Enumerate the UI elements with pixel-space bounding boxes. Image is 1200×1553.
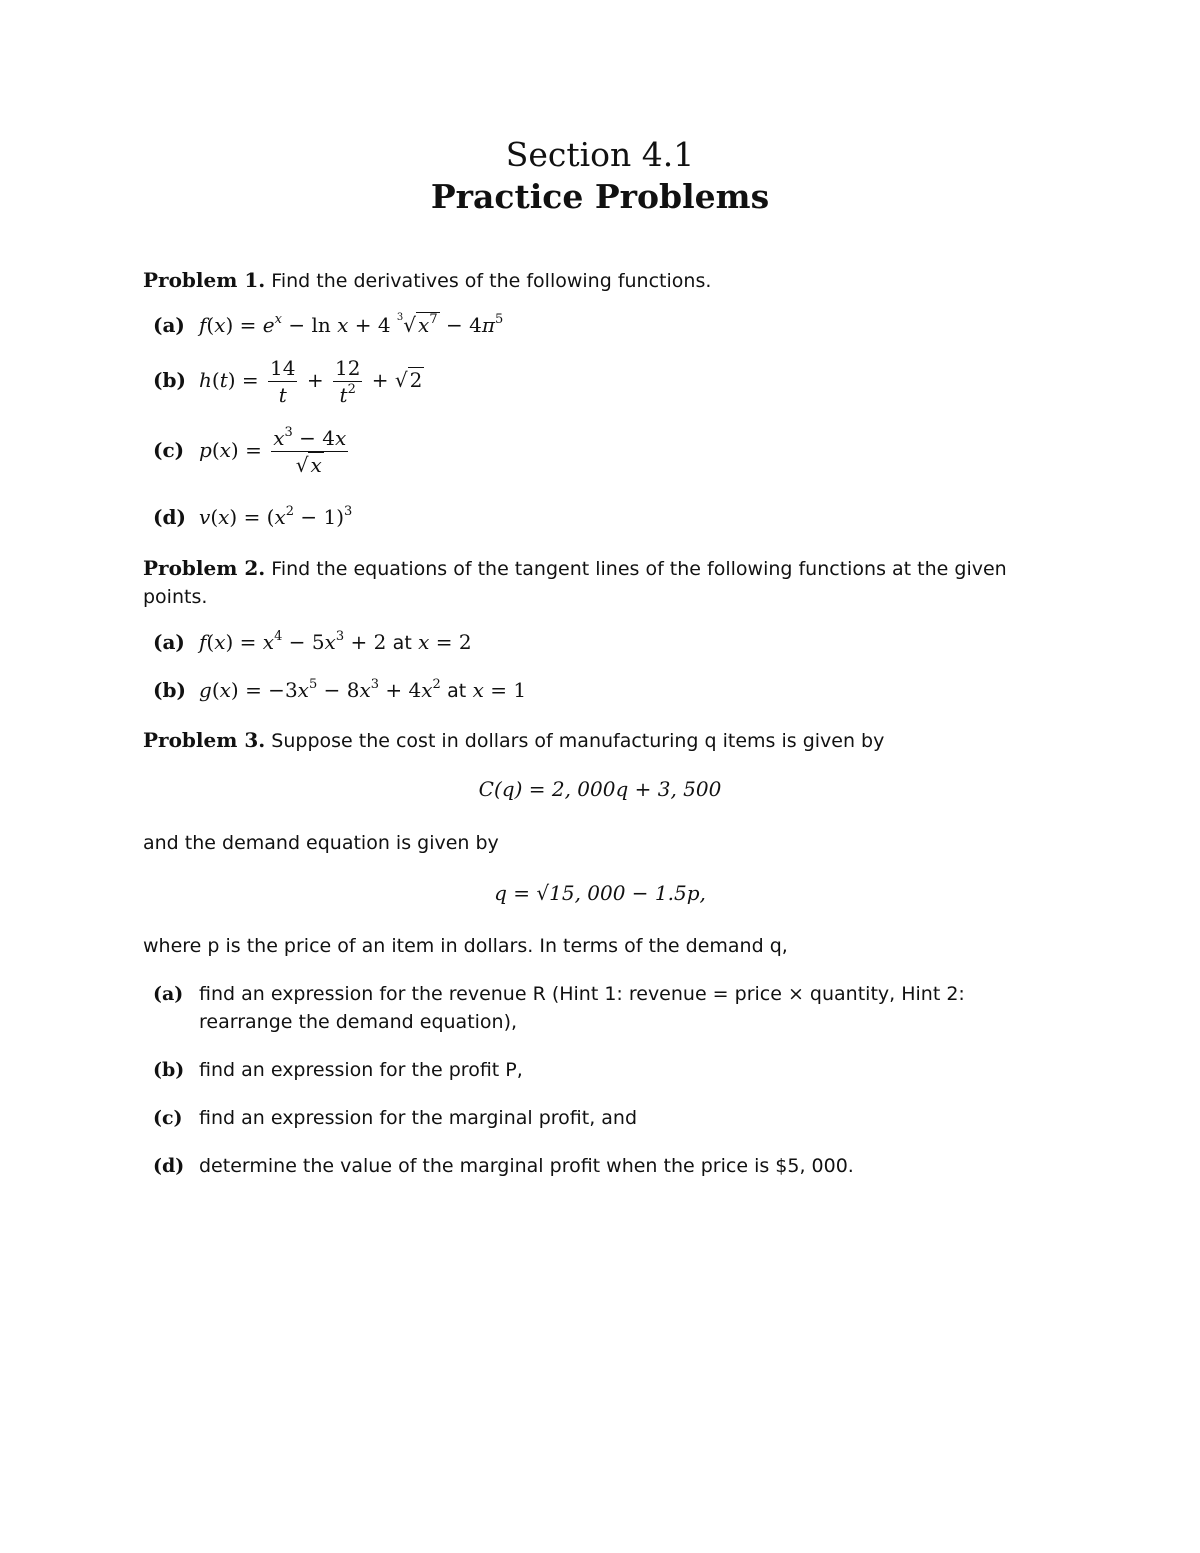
- part-label: (b): [153, 1059, 185, 1081]
- part-text: find an expression for the profit P,: [199, 1059, 523, 1081]
- problem-3-part-a: [153, 980, 1063, 1036]
- demand-intro: and the demand equation is given by: [143, 832, 499, 854]
- cost-equation: C(q) = 2, 000q + 3, 500: [478, 777, 722, 801]
- problem-3-text: Suppose the cost in dollars of manufacturing q items is given by: [271, 730, 885, 752]
- part-text: find an expression for the marginal profit, and: [199, 1107, 638, 1129]
- at-word: at: [392, 632, 412, 654]
- problem-3-part-c: [153, 1104, 1063, 1132]
- part-label: (b): [153, 678, 186, 702]
- page-title: Practice Problems: [430, 177, 770, 216]
- terms-text: where p is the price of an item in dollars. In terms of the demand q,: [143, 935, 788, 957]
- section-title: Section 4.1: [505, 135, 695, 174]
- problem-1-text: Find the derivatives of the following functions.: [271, 270, 712, 292]
- part-text: determine the value of the marginal profit when the price is $5, 000.: [199, 1155, 854, 1177]
- problem-3-part-b: [153, 1056, 1063, 1084]
- problem-3-statement: [143, 726, 1063, 755]
- part-label: (b): [153, 368, 186, 392]
- problem-2-label: Problem 2.: [143, 556, 266, 580]
- problem-3-label: Problem 3.: [143, 728, 266, 752]
- problem-1-part-a: (a) $f(x) = e^x - \ln x + 4$ $^3$√ $x^7 - 4\pi^5$: [153, 312, 504, 337]
- demand-equation: q = √15, 000 − 1.5p,: [494, 881, 706, 905]
- part-label: (c): [153, 438, 185, 462]
- problem-1-part-b: (b) h(t) = $\frac{14}{t}$ + $\frac{12}{t^2}$ + √ 2: [153, 356, 423, 407]
- problem-3-part-d: [153, 1152, 1063, 1180]
- part-label: (c): [153, 1107, 183, 1129]
- problem-1-label: Problem 1.: [143, 268, 266, 292]
- problem-1-statement: [143, 266, 1063, 295]
- at-word: at: [447, 680, 467, 702]
- part-label: (d): [153, 505, 186, 529]
- problem-2-statement: [143, 554, 1063, 611]
- part-label: (d): [153, 1155, 185, 1177]
- part-label: (a): [153, 313, 185, 337]
- problem-2-text: Find the equations of the tangent lines of the following functions at the given points.: [143, 558, 1007, 608]
- part-label: (a): [153, 983, 184, 1005]
- problem-1-part-d: (d) $v(x) = (x^2 - 1)^3$: [153, 504, 353, 529]
- problem-2-part-b: (b) $g(x) = -3x^5 - 8x^3 + 4x^2$ at x = 1: [153, 677, 527, 702]
- problem-1-part-c: (c) p(x) = $\frac{x^3 - 4x}{√ x}$: [153, 425, 347, 477]
- problem-2-part-a: (a) $f(x) = x^4 - 5x^3 + 2$ at x = 2: [153, 629, 472, 654]
- part-label: (a): [153, 630, 185, 654]
- part-text: find an expression for the revenue R (Hint 1: revenue = price × quantity, Hint 2: rearrange the demand equation),: [199, 983, 965, 1033]
